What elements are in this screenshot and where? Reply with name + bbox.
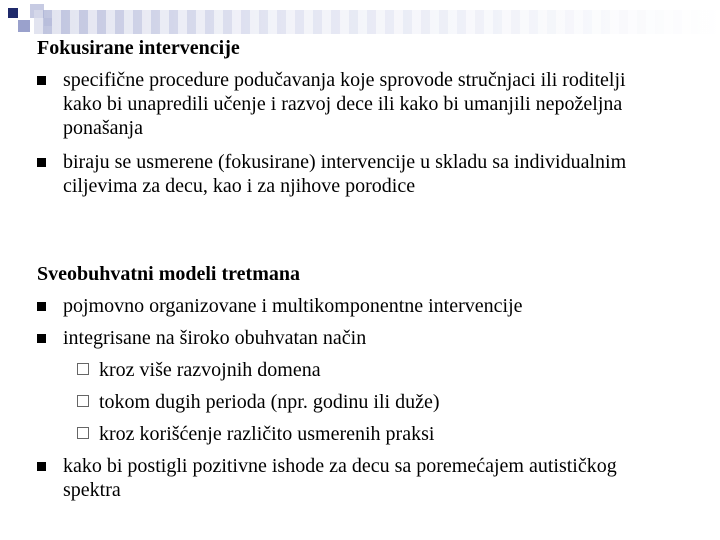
header-band [34,10,720,34]
sub-list-item [77,390,633,414]
hollow-square-bullet-icon [77,427,89,439]
hollow-square-bullet-icon [77,363,89,375]
sub-list-item-text: kroz korišćenje različito usmerenih praksi [99,423,435,445]
square-bullet-icon [37,334,46,343]
decorative-square [18,20,30,32]
sub-list-item [77,422,633,446]
list-item [37,294,633,318]
square-bullet-icon [37,76,46,85]
list-item-text: integrisane na široko obuhvatan način [63,327,367,349]
list-item-text: kako bi postigli pozitivne ishode za decu sa poremećajem autističkog spektra [63,455,617,501]
list-item [37,150,663,198]
list-item [37,68,663,140]
bullet-list [37,294,633,502]
list-item [37,454,633,502]
square-bullet-icon [37,158,46,167]
section-comprehensive-models [37,262,633,502]
decorative-square [8,8,18,18]
hollow-square-bullet-icon [77,395,89,407]
square-bullet-icon [37,302,46,311]
list-item-text: specifične procedure podučavanja koje sprovode stručnjaci ili roditelji kako bi unapredili učenje i razvoj dece ili kako bi umanjili nepoželjna ponašanja [63,69,626,139]
list-item-text: pojmovno organizovane i multikomponentne intervencije [63,295,523,317]
sub-list-item [77,358,633,382]
sub-list-item-text: kroz više razvojnih domena [99,359,321,381]
list-item [37,326,633,446]
square-bullet-icon [37,462,46,471]
section-title: Sveobuhvatni modeli tretmana [37,263,300,285]
sub-list [63,358,633,446]
section-focused-interventions [37,36,663,198]
bullet-list [37,68,663,198]
section-title: Fokusirane intervencije [37,37,240,59]
list-item-text: biraju se usmerene (fokusirane) intervencije u skladu sa individualnim ciljevima za decu, kao i za njihove porodice [63,151,627,197]
sub-list-item-text: tokom dugih perioda (npr. godinu ili duže) [99,391,440,413]
